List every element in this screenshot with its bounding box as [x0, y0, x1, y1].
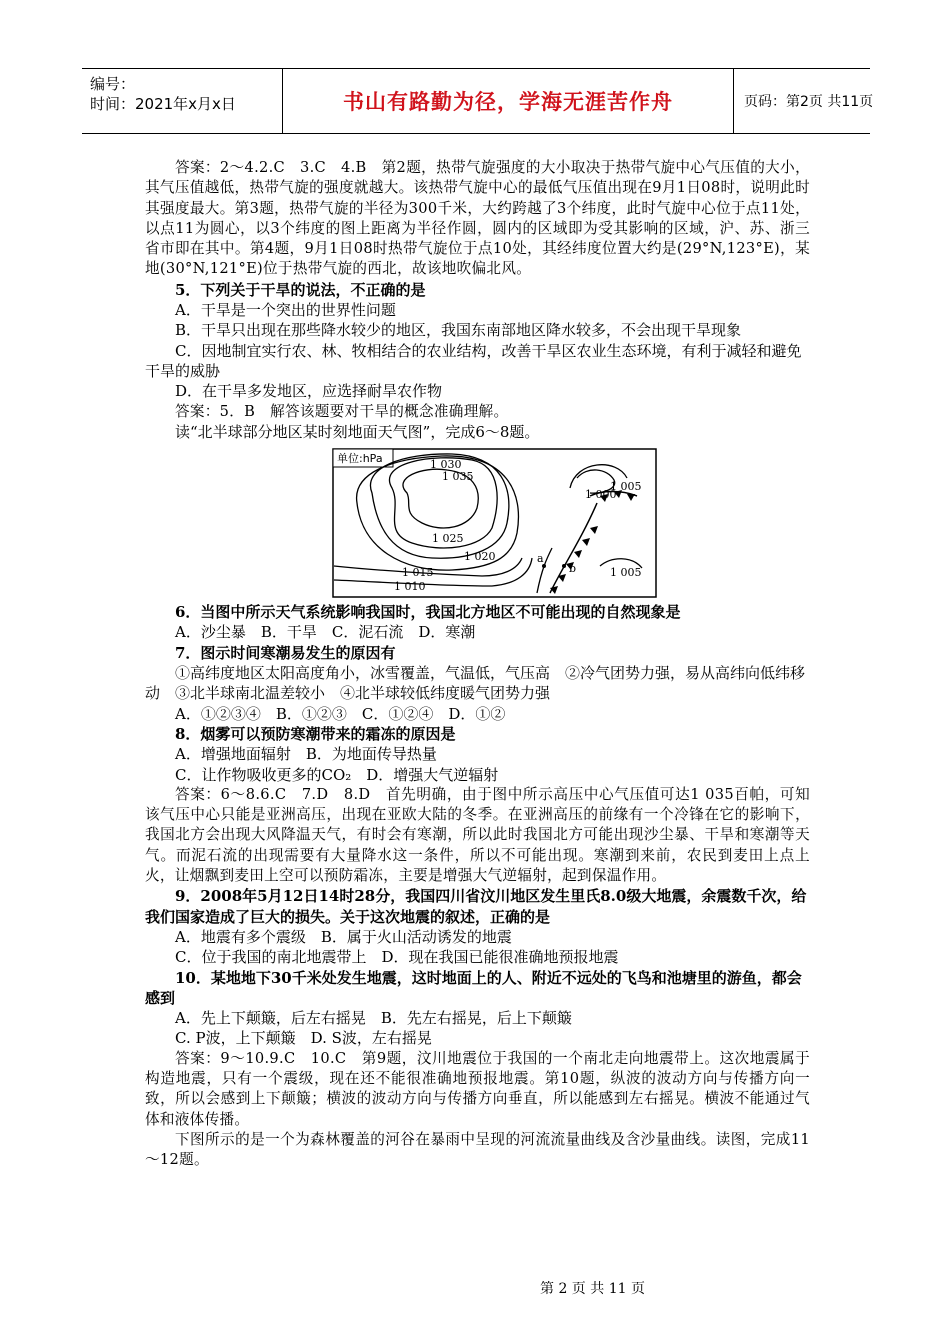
- question-7: 7．图示时间寒潮易发生的原因有: [175, 643, 396, 662]
- options-9ab: A．地震有多个震级 B．属于火山活动诱发的地震: [175, 927, 512, 946]
- option-5a: A．干旱是一个突出的世界性问题: [175, 301, 396, 320]
- items-7: ①高纬度地区太阳高度角小，冰雪覆盖，气温低，气压高 ②冷气团势力强，易从高纬向低纬移动 ③北半球南北温差较小 ④北半球较低纬度暖气团势力强: [145, 664, 806, 703]
- point-label-a: a: [537, 552, 544, 566]
- isobar-label-1025: 1 025: [432, 532, 464, 546]
- weather-map: [332, 448, 657, 598]
- options-10cd: C. P波，上下颠簸 D. S波，左右摇晃: [175, 1029, 432, 1048]
- map-unit-label: 单位:hPa: [337, 452, 383, 466]
- options-8cd: C．让作物吸收更多的CO₂ D．增强大气逆辐射: [175, 765, 499, 784]
- options-6: A．沙尘暴 B．干旱 C．泥石流 D．寒潮: [175, 623, 476, 642]
- read-11-12: 下图所示的是一个为森林覆盖的河谷在暴雨中呈现的河流流量曲线及含沙量曲线。读图，完成11～12题。: [145, 1130, 810, 1169]
- question-5: 5．下列关于干旱的说法，不正确的是: [175, 280, 426, 299]
- header-page-label: 页码：第2页 共11页: [744, 94, 874, 110]
- options-8ab: A．增强地面辐射 B．为地面传导热量: [175, 745, 437, 764]
- options-9cd: C．位于我国的南北地震带上 D．现在我国已能很准确地预报地震: [175, 948, 619, 967]
- number-label: 编号：: [90, 75, 136, 93]
- question-10: 10．某地地下30千米处发生地震，这时地面上的人、附近不远处的飞鸟和池塘里的游鱼，都会感到: [145, 968, 802, 1007]
- option-5d: D．在干旱多发地区，应选择耐旱农作物: [175, 382, 443, 401]
- answer-9-10: 答案：9～10.9.C 10.C 第9题，汶川地震位于我国的一个南北走向地震带上。这次地震属于构造地震，只有一个震级，现在还不能很准确地预报地震。第10题，纵波的波动方向与传播方向一致，所以会感到上下颠簸；横波的波动方向与传播方向垂直，所以能感到左右摇晃。横波不能通过气体和液体传播。: [145, 1049, 810, 1128]
- options-10ab: A．先上下颠簸，后左右摇晃 B．先左右摇晃，后上下颠簸: [175, 1009, 572, 1028]
- read-6-8: 读“北半球部分地区某时刻地面天气图”，完成6～8题。: [175, 422, 540, 441]
- answer-6-8: 答案：6～8.6.C 7.D 8.D 首先明确，由于图中所示高压中心气压值可达1 035百帕，可知该气压中心只能是亚洲高压，出现在亚欧大陆的冬季。在亚洲高压的前缘有一个冷锋在它的影响下，我国北方会出现大风降温天气，有时会有寒潮，所以此时我国北方可能出现沙尘暴、干旱和寒潮等天气。而泥石流的出现需要有大量降水这一条件，所以不可能出现。寒潮到来前，农民到麦田上点上火，让烟飘到麦田上空可以预防霜冻，主要是增强大气逆辐射，起到保温作用。: [145, 785, 810, 885]
- isobar-label-1000: 1 000: [585, 488, 617, 502]
- footer-page-number: 第 2 页 共 11 页: [540, 1281, 645, 1297]
- isobar-label-1005-top: 1 005: [610, 480, 642, 494]
- page-header: [82, 68, 874, 134]
- option-5c: C．因地制宜实行农、林、牧相结合的农业结构，改善干旱区农业生态环境，有利于减轻和避免干旱的威胁: [145, 341, 802, 380]
- time-label: 时间：2021年x月x日: [90, 95, 236, 113]
- isobar-label-1005-bottom: 1 005: [610, 566, 642, 580]
- answer-2-4: 答案：2～4.2.C 3.C 4.B 第2题，热带气旋强度的大小取决于热带气旋中心气压值的大小，其气压值越低，热带气旋的强度就越大。该热带气旋中心的最低气压值出现在9月1日08时，说明此时其强度最大。第3题，热带气旋的半径为300千米，大约跨越了3个纬度，此时气旋中心位于点11处，以点11为圆心，以3个纬度的图上距离为半径作圆，圆内的区域即为受其影响的区域，沪、苏、浙三省市即在其中。第4题，9月1日08时热带气旋位于点10处，其经纬度位置大约是(29°N,123°E)，某地(30°N,121°E)位于热带气旋的西北，故该地吹偏北风。: [145, 159, 810, 278]
- header-motto: 书山有路勤为径，学海无涯苦作舟: [283, 69, 734, 133]
- isobar-label-1020: 1 020: [464, 550, 496, 564]
- isobar-label-1015: 1 015: [402, 566, 434, 580]
- isobar-label-1010: 1 010: [394, 580, 426, 594]
- question-9: 9．2008年5月12日14时28分，我国四川省汶川地区发生里氏8.0级大地震，余震数千次，给我们国家造成了巨大的损失。关于这次地震的叙述，正确的是: [145, 887, 807, 926]
- point-label-b: b: [569, 562, 577, 576]
- weather-map-figure: [145, 442, 810, 602]
- question-8: 8．烟雾可以预防寒潮带来的霜冻的原因是: [175, 724, 456, 743]
- option-5b: B．干旱只出现在那些降水较少的地区，我国东南部地区降水较多，不会出现干旱现象: [175, 321, 742, 340]
- header-info-cell: [82, 69, 283, 133]
- document-body: [145, 158, 810, 1170]
- isobar-label-1030: 1 030: [430, 458, 462, 472]
- options-7: A．①②③④ B．①②③ C．①②④ D．①②: [175, 704, 506, 723]
- answer-5: 答案：5．B 解答该题要对干旱的概念准确理解。: [175, 402, 509, 420]
- isobar-label-1035: 1 035: [442, 470, 474, 484]
- question-6: 6．当图中所示天气系统影响我国时，我国北方地区不可能出现的自然现象是: [175, 603, 681, 622]
